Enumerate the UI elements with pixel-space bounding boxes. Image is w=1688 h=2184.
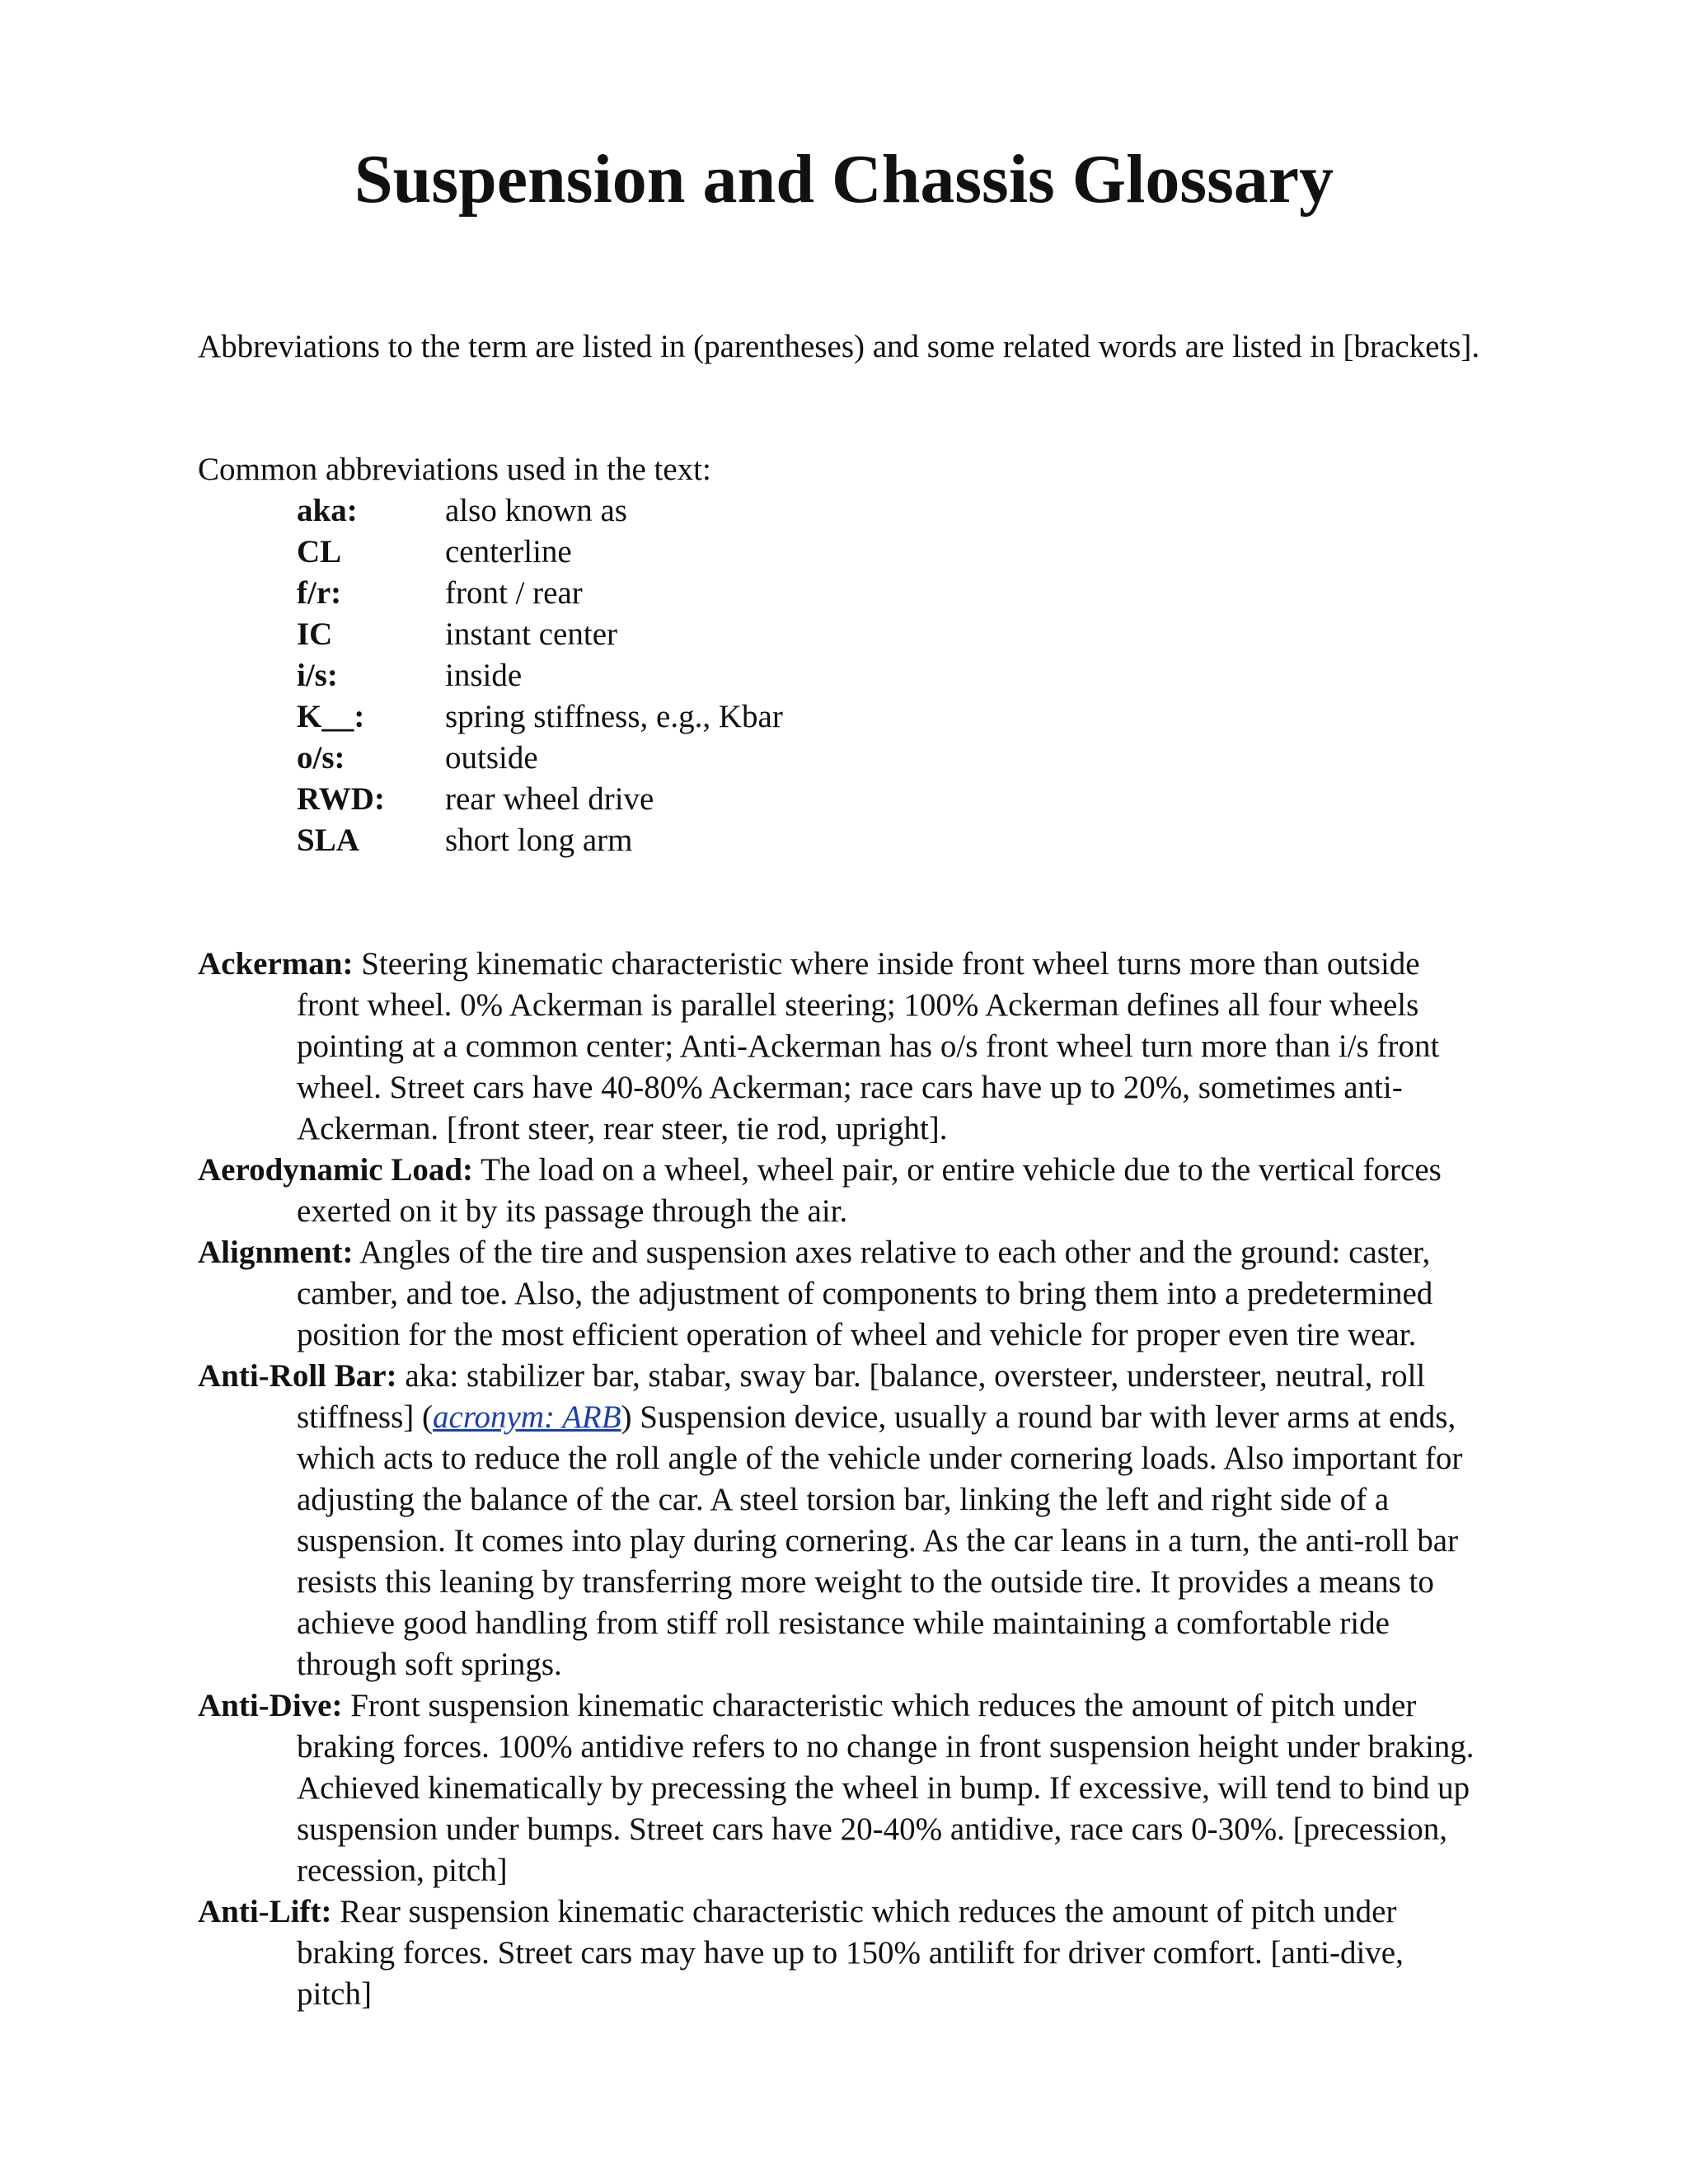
abbreviation-row [297, 490, 783, 532]
entry-definition: Rear suspension kinematic characteristic which reduces the amount of pitch under braking forces. Street cars may have up to 150% antilift for driver comfort. [anti-dive, pitch] [297, 1894, 1404, 2012]
abbreviation-row [297, 738, 783, 779]
entry-definition: The load on a wheel, wheel pair, or entire vehicle due to the vertical forces exerted on it by its passage through the air. [297, 1152, 1442, 1229]
glossary-entry-anti-dive [198, 1685, 1484, 1891]
abbreviation-key: f/r: [297, 575, 342, 611]
abbreviation-row [297, 532, 783, 573]
entry-term: Alignment: [198, 1235, 354, 1270]
entry-definition-part: ) Suspension device, usually a round bar with lever arms at ends, which acts to reduce the roll angle of the vehicle under cornering loads. Also important for adjusting the balance of the car. A steel torsion bar, linking the left and right side of a suspension. It comes into play during cornering. As the car leans in a turn, the anti-roll bar resists this leaning by transferring more weight to the outside tire. It provides a means to achieve good handling from stiff roll resistance while maintaining a comfortable ride through soft springs. [297, 1399, 1463, 1682]
abbreviation-value: centerline [445, 534, 572, 569]
abbreviation-value: rear wheel drive [445, 781, 654, 817]
glossary-entries [198, 944, 1484, 2015]
abbreviation-key: SLA [297, 823, 359, 858]
page-title: Suspension and Chassis Glossary [354, 141, 1334, 218]
abbreviation-row [297, 696, 783, 738]
entry-term: Anti-Dive: [198, 1688, 343, 1723]
glossary-entry-aerodynamic-load [198, 1150, 1484, 1232]
abbreviation-row [297, 573, 783, 614]
entry-term: Anti-Lift: [198, 1894, 332, 1929]
glossary-entry-alignment [198, 1232, 1484, 1356]
abbreviation-value: inside [445, 658, 523, 693]
entry-definition: Angles of the tire and suspension axes relative to each other and the ground: caster, camber, and toe. Also, the adjustment of components to bring them into a predetermined position for the most efficient operation of wheel and vehicle for proper even tire wear. [297, 1235, 1433, 1352]
abbreviation-row [297, 779, 783, 820]
abbreviation-value: outside [445, 740, 538, 776]
abbreviation-list [297, 490, 783, 861]
abbreviation-key: RWD: [297, 781, 385, 817]
abbreviation-value: also known as [445, 493, 627, 528]
entry-definition: Steering kinematic characteristic where inside front wheel turns more than outside front wheel. 0% Ackerman is parallel steering; 100% Ackerman defines all four wheels pointing at a common center; Anti-Ackerman has o/s front wheel turn more than i/s front wheel. Street cars have 40-80% Ackerman; race cars have up to 20%, sometimes anti-Ackerman. [front steer, rear steer, tie rod, upright]. [297, 946, 1440, 1146]
glossary-entry-anti-roll-bar [198, 1356, 1484, 1685]
abbreviation-value: spring stiffness, e.g., Kbar [445, 699, 783, 734]
entry-term: Aerodynamic Load: [198, 1152, 474, 1188]
acronym-arb-link[interactable]: acronym: ARB [433, 1399, 621, 1435]
abbreviation-value: short long arm [445, 823, 633, 858]
glossary-entry-ackerman [198, 944, 1484, 1150]
abbreviation-key: o/s: [297, 740, 345, 776]
abbreviation-row [297, 655, 783, 696]
common-abbreviations-heading: Common abbreviations used in the text: [198, 452, 711, 487]
abbreviation-key: IC [297, 616, 333, 652]
abbreviation-row [297, 820, 783, 861]
abbreviation-value: front / rear [445, 575, 583, 611]
entry-definition: Front suspension kinematic characteristic which reduces the amount of pitch under braking forces. 100% antidive refers to no change in front suspension height under braking. Achieved kinematically by precessing the wheel in bump. If excessive, will tend to bind up suspension under bumps. Street cars have 20-40% antidive, race cars 0-30%. [precession, recession, pitch] [297, 1688, 1475, 1888]
entry-definition-part: aka: stabilizer bar, stabar, sway bar. [balance, oversteer, understeer, neutral, roll stiffness] ( [297, 1358, 1426, 1435]
glossary-entry-anti-lift [198, 1891, 1484, 2015]
abbreviation-key: aka: [297, 493, 358, 528]
intro-paragraph: Abbreviations to the term are listed in (parentheses) and some related words are listed in [brackets]. [198, 329, 1480, 364]
abbreviation-value: instant center [445, 616, 617, 652]
abbreviation-key: CL [297, 534, 342, 569]
abbreviation-row [297, 614, 783, 655]
abbreviation-key: K__: [297, 699, 365, 734]
entry-term: Anti-Roll Bar: [198, 1358, 397, 1394]
entry-term: Ackerman: [198, 946, 354, 982]
abbreviation-key: i/s: [297, 658, 338, 693]
